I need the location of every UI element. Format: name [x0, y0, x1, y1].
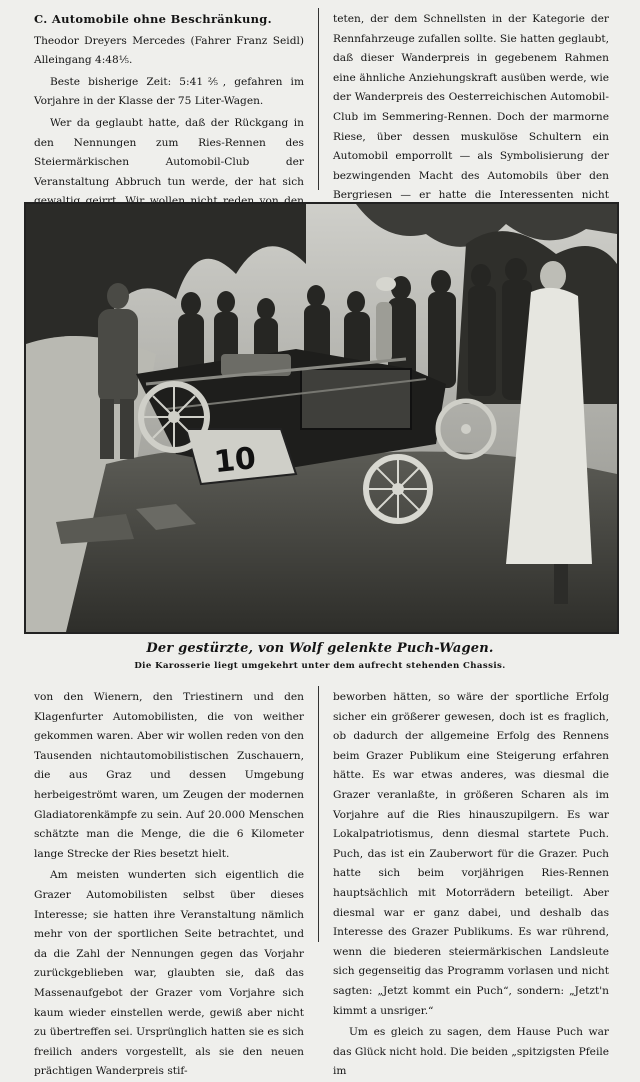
- column-divider-top: [318, 8, 319, 190]
- paragraph-top-left: Wer da geglaubt hatte, daß der Rückgang in den Nennungen zum Ries-Rennen des Steiermärkischen Automobil-Club der Veranstaltung Abbruch tun werde, der hat sich: [34, 116, 304, 188]
- crash-photograph: [24, 202, 619, 634]
- section-heading: C. Automobile ohne Beschränkung.: [34, 12, 272, 26]
- paragraph-bottom-left-2: Am meisten wunderten sich eigentlich die Grazer Automobilisten selbst über dieses Interesse; sie hatten ihre Veranstaltung nämlich mehr von der sportlichen Seite betrachtet, und da die Zahl der Nennungen gegen das Vorjahr zurückgeblieben war, glaubten sie, daß das Massenaufgebot der Grazer vom Vorjahre sich kaum wieder einstellen werde, gewiß aber nicht zu übertreffen sei. Ursprünglich hatten sie es sich freilich anders vorgestellt, als sie den neuen prächtigen Wanderpreis stif-: [34, 869, 304, 1078]
- bottom-right-column: [333, 688, 609, 1082]
- paragraph-bottom-right-2: Um es gleich zu sagen, dem Hause Puch war das Glück nicht hold. Die beiden „spitzigsten Pfeile im: [333, 1026, 609, 1078]
- paragraph-bottom-left-1: von den Wienern, den Triestinern und den Klagenfurter Automobilisten, die von weither gekommen waren. Aber wir wollen reden von den Tausenden nichtautomobilistischen Zuschauern, die aus Graz und dessen Umgebung herbeigeströmt waren, um Zeugen der modernen Gladiatorenkämpfe zu sein. Auf 20.000 Menschen schätzte man die Menge, die die 6 Kilometer lange Strecke der Ries besetzt hielt.: [34, 691, 304, 860]
- photo-caption: Der gestürzte, von Wolf gelenkte Puch-Wagen.: [146, 641, 494, 656]
- entry-line: Theodor Dreyers Mercedes (Fahrer Franz Seidl) Alleingang 4:48⅕.: [34, 34, 304, 67]
- photo-subcaption: Die Karosserie liegt umgekehrt unter dem aufrecht stehenden Chassis.: [134, 661, 506, 671]
- bottom-left-column: [34, 688, 304, 1082]
- car-number-label: 10: [212, 441, 258, 481]
- column-divider-bottom: [318, 686, 319, 942]
- photo-illustration: [26, 204, 617, 632]
- paragraph-top-right: teten, der dem Schnellsten in der Kategorie der Rennfahrzeuge zufallen sollte. Sie hatten geglaubt, daß dieser Wanderpreis in gegebenem Rahmen eine ähnliche Anziehungskraft ausüben werde, wie der Wanderpreis des Oesterreichischen Automobil-Club im Semmering-Rennen. Doch der marmorne Riese, über dessen muskulöse Schultern ein Automobil emporrollt — als Symbolisierung der bezwingenden Macht des Automobils über den Bergriesen — er hatte die Interessenten nicht: [333, 13, 609, 202]
- paragraph-bottom-right-1: beworben hätten, so wäre der sportliche Erfolg sicher ein größerer gewesen, doch ist es fraglich, ob dadurch der allgemeine Erfolg des Rennens beim Grazer Publikum eine Steigerung erfahren hätte. Es war etwas anderes, was diesmal die Grazer veranlaßte, in größeren Scharen als im Vorjahre auf die Ries hinauszupilgern. Es war Lokalpatriotismus, denn diesmal startete Puch. Puch, das ist ein Zauberwort für die Grazer. Puch hatte sich beim vorjährigen Ries-Rennen hauptsächlich mit Motorrädern beteiligt. Aber diesmal war er ganz dabei, und deshalb das Interesse des Grazer Publikums. Es war rührend, wenn die biederen steiermärkischen Landsleute sich gegenseitig das Programm vorlasen und nicht sagten: „Jetzt kommt ein Puch“, sondern: „Jetzt'n kimmt a unsriger.“: [333, 691, 609, 1017]
- record-line: Beste bisherige Zeit: 5:41⅖, gefahren im Vorjahre in der Klasse der 75 Liter-Wagen.: [34, 75, 304, 108]
